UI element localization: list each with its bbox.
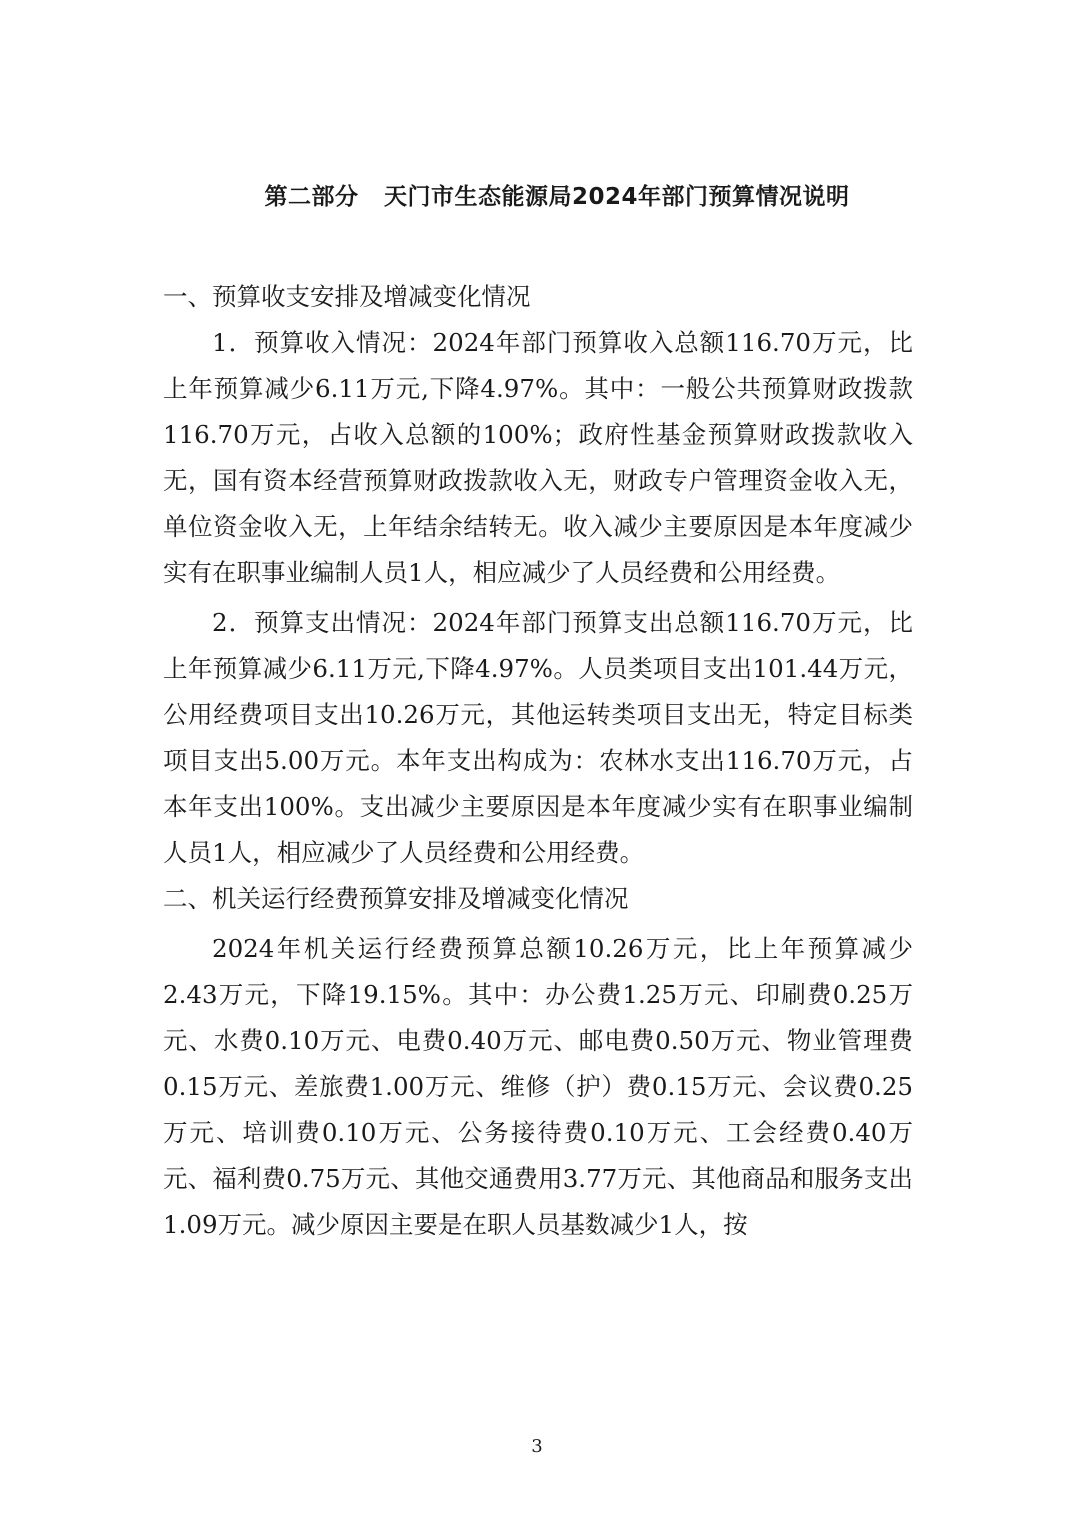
- paragraph-budget-expenditure: 2．预算支出情况：2024年部门预算支出总额116.70万元，比上年预算减少6.11万元,下降4.97%。人员类项目支出101.44万元，公用经费项目支出10.26万元，其他运转类项目支出无，特定目标类项目支出5.00万元。本年支出构成为：农林水支出116.70万元，占本年支出100%。支出减少主要原因是本年度减少实有在职事业编制人员1人，相应减少了人员经费和公用经费。: [163, 608, 913, 867]
- document-body: [163, 274, 913, 1248]
- page-title: 第二部分 天门市生态能源局2024年部门预算情况说明: [264, 184, 850, 210]
- paragraph-budget-income: 1．预算收入情况：2024年部门预算收入总额116.70万元，比上年预算减少6.11万元,下降4.97%。其中：一般公共预算财政拨款116.70万元，占收入总额的100%；政府性基金预算财政拨款收入无，国有资本经营预算财政拨款收入无，财政专户管理资金收入无，单位资金收入无，上年结余结转无。收入减少主要原因是本年度减少实有在职事业编制人员1人，相应减少了人员经费和公用经费。: [163, 328, 913, 587]
- section-heading-operating-costs: 二、机关运行经费预算安排及增减变化情况: [163, 884, 629, 913]
- page-number: 3: [531, 1436, 543, 1457]
- paragraph-operating-costs: 2024年机关运行经费预算总额10.26万元，比上年预算减少2.43万元，下降19.15%。其中：办公费1.25万元、印刷费0.25万元、水费0.10万元、电费0.40万元、邮电费0.50万元、物业管理费0.15万元、差旅费1.00万元、维修（护）费0.15万元、会议费0.25万元、培训费0.10万元、公务接待费0.10万元、工会经费0.40万元、福利费0.75万元、其他交通费用3.77万元、其他商品和服务支出1.09万元。减少原因主要是在职人员基数减少1人，按: [163, 934, 913, 1239]
- section-heading-budget: 一、预算收支安排及增减变化情况: [163, 282, 531, 311]
